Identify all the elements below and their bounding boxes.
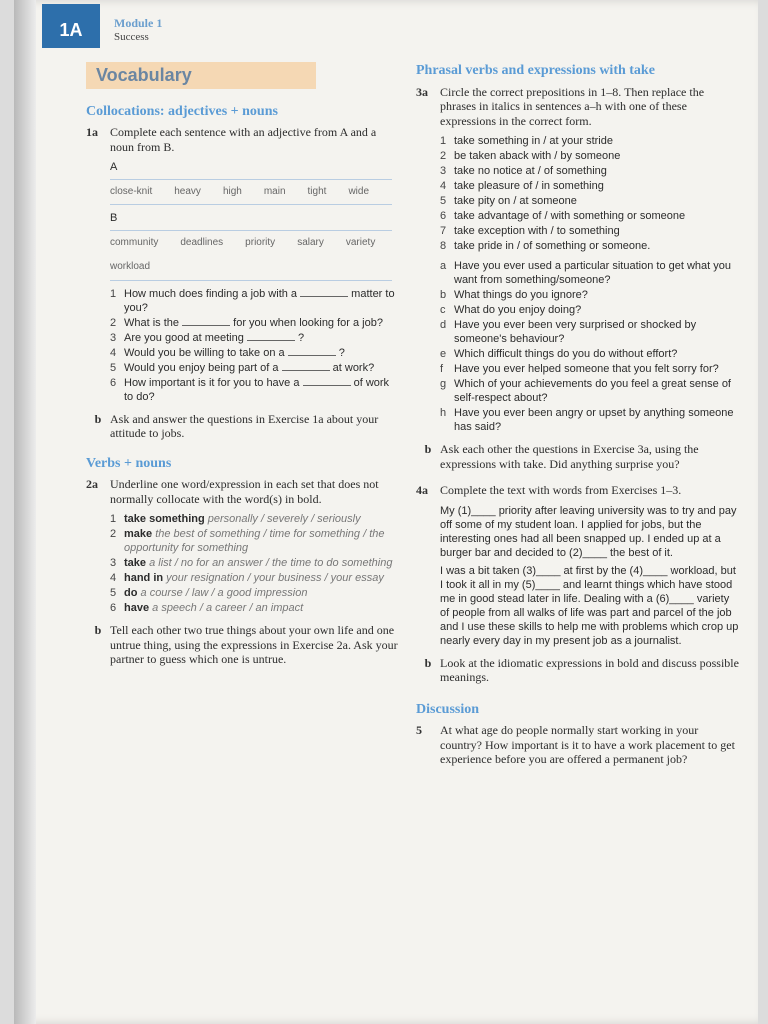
list-item: f Have you ever helped someone that you felt sorry for? — [440, 363, 719, 375]
list-item[interactable]: 1 take something in / at your stride — [440, 135, 613, 147]
list-item: 5 Would you enjoy being part of a at work? — [110, 361, 375, 374]
list-item: 4 hand in your resignation / your business / your essay — [110, 572, 384, 584]
list-item[interactable]: 5 take pity on / at someone — [440, 195, 577, 207]
word: tight — [307, 185, 327, 197]
word: wide — [348, 185, 370, 197]
word: salary — [297, 236, 324, 248]
list-item: d Have you ever been very surprised or shocked by someone's behaviour? — [440, 319, 697, 345]
vocabulary-banner: Vocabulary — [86, 62, 316, 89]
word: high — [222, 185, 242, 197]
list-item: g Which of your achievements do you feel a great sense of self-respect about? — [440, 378, 731, 404]
list-item[interactable]: 7 take exception with / to something — [440, 225, 620, 237]
answer-blank[interactable] — [300, 296, 348, 297]
answer-blank[interactable] — [182, 325, 230, 326]
list-item: b What things do you ignore? — [440, 289, 588, 301]
list-item: e Which difficult things do you do without effort? — [440, 348, 678, 360]
left-column — [80, 62, 398, 667]
list-item: 2 What is the for you when looking for a job? — [110, 316, 383, 329]
exercise-1b: b Ask and answer the questions in Exercise 1a about your attitude to jobs. — [94, 411, 379, 440]
section-verbs-nouns: Verbs + nouns — [86, 455, 172, 471]
list-item: 4 Would you be willing to take on a ? — [110, 346, 345, 359]
section-phrasal-verbs: Phrasal verbs and expressions with take — [416, 63, 655, 78]
list-item: 1 How much does finding a job with a matter to you? — [110, 287, 395, 314]
list-item: 5 do a course / law / a good impression — [110, 587, 308, 599]
answer-blank[interactable] — [303, 385, 351, 386]
word: variety — [345, 236, 376, 248]
word: main — [263, 185, 286, 197]
paragraph: My (1)____ priority after leaving university was to try and pay off some of my student loan. I applied for jobs, but the interesting ones had all been snapped up. I ended up at a burger bar and decided to (2)____ the best of it. — [440, 504, 737, 559]
answer-blank[interactable] — [288, 355, 336, 356]
page-spine — [14, 0, 36, 1024]
word: deadlines — [180, 236, 224, 248]
paragraph: I was a bit taken (3)____ at first by the (4)____ workload, but I took it all in my (5)____ and learnt things which have stood me in good stead later in life. Dealing with a (6)____ variety of people from all walks of life was part and parcel of the job and I use these skills to help me with problems which crop up nearly every day in my present job as a journalist. — [440, 564, 739, 647]
exercise-2b: b Tell each other two true things about your own life and one untrue thing, using the expressions in Exercise 2a. Ask your partner to guess which one is untrue. — [94, 623, 398, 666]
list-item[interactable]: 4 take pleasure of / in something — [440, 180, 604, 192]
exercise-instruction: Complete each sentence with an adjective from A and a noun from B. — [110, 125, 377, 154]
list-item: 6 have a speech / a career / an impact — [110, 602, 304, 614]
exercise-3b: b Ask each other the questions in Exercise 3a, using the expressions with take. Did anything surprise you? — [424, 442, 699, 471]
list-item: 1 take something personally / severely / seriously — [110, 513, 361, 525]
noun-list — [110, 230, 392, 281]
list-item: 2 make the best of something / time for something / the opportunity for something — [110, 528, 385, 554]
right-column — [410, 62, 740, 767]
section-collocations: Collocations: adjectives + nouns — [86, 103, 278, 119]
exercise-1a-questions — [110, 287, 398, 404]
word: community — [110, 236, 159, 248]
list-b-label: B — [110, 212, 118, 224]
word: priority — [245, 236, 276, 248]
list-item: c What do you enjoy doing? — [440, 304, 582, 316]
exercise-3a-expressions — [440, 134, 740, 253]
list-item[interactable]: 6 take advantage of / with something or someone — [440, 210, 686, 222]
exercise-1a — [86, 125, 398, 154]
adjective-list — [110, 179, 392, 206]
exercise-2a: 2a Underline one word/expression in each set that does not normally collocate with the word(s) in bold. — [86, 477, 379, 506]
unit-badge: 1A — [42, 4, 100, 48]
exercise-3a: 3a Circle the correct prepositions in 1–8. Then replace the phrases in italics in sentences a–h with one of these expressions in the correct form. — [416, 84, 705, 128]
list-a-label: A — [110, 161, 118, 173]
list-item[interactable]: 2 be taken aback with / by someone — [440, 150, 621, 162]
word: workload — [110, 261, 151, 272]
exercise-4b: b Look at the idiomatic expressions in bold and discuss possible meanings. — [424, 655, 739, 684]
list-item: a Have you ever used a particular situation to get what you want from something/someone? — [440, 260, 731, 286]
exercise-number: 1a — [86, 125, 98, 139]
list-item: h Have you ever been angry or upset by anything someone has said? — [440, 407, 734, 433]
answer-blank[interactable] — [282, 370, 330, 371]
list-item[interactable]: 3 take no notice at / of something — [440, 165, 607, 177]
answer-blank[interactable] — [247, 340, 295, 341]
section-discussion: Discussion — [416, 701, 480, 717]
exercise-2a-items — [110, 512, 398, 615]
gap-fill-text — [440, 504, 740, 648]
module-topic: Success — [114, 31, 149, 43]
module-label: Module 1 — [114, 16, 163, 30]
exercise-4a: 4a Complete the text with words from Exercises 1–3. — [416, 483, 682, 497]
list-item: 3 Are you good at meeting ? — [110, 331, 305, 344]
exercise-3a-sentences — [440, 259, 740, 434]
list-item: 6 How important is it for you to have a of work to do? — [110, 376, 390, 403]
word: heavy — [174, 185, 201, 197]
exercise-5: 5 At what age do people normally start working in your country? How important is it to have a work placement to get experience before you are offered a permanent job? — [416, 723, 735, 766]
list-item: 3 take a list / no for an answer / the time to do something — [110, 557, 393, 569]
word: close-knit — [110, 185, 153, 197]
list-item[interactable]: 8 take pride in / of something or someone. — [440, 240, 651, 252]
